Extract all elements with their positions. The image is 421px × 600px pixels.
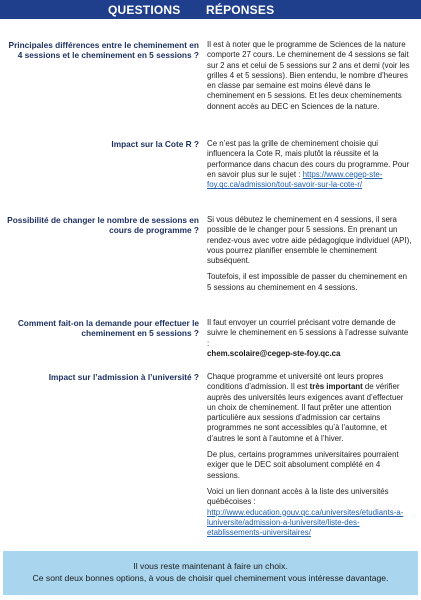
answer-intro: Il faut envoyer un courriel précisant votre demande de suivre le cheminement en 5 sessions à l’adresse suivante : [207,318,409,348]
answer-paragraph: De plus, certains programmes universitaires pourraient exiger que le DEC soit absolument complété en 4 sessions. [207,450,399,480]
answer-text: Il est à noter que le programme de Sciences de la nature comporte 27 cours. Le cheminement de 4 sessions se fait sur 2 ans et celui de 5 sessions sur 2 ans et demi (voir les grilles 4 et 5 sessions). Bien entendu, le nombre d’heures en classe par semaine est moins élevé dans le cheminement en 5 sessions. Et les deux cheminements donnent accès au DEC en Sciences de la nature. [207,40,410,111]
conclusion-line: Il vous reste maintenant à faire un choix. [133,561,288,571]
emphasis-text: très important [309,382,363,392]
answer-fragment: Chaque programme et université ont leurs propres conditions d’admission. Il est [207,372,384,392]
reponses-heading: RÉPONSES [206,3,275,17]
answer-text [207,215,412,293]
question-text: Comment fait-on la demande pour effectuer le cheminement en 5 sessions ? [17,318,199,339]
question-text: Impact sur l’admission à l’université ? [48,372,199,382]
answer-text [207,139,412,190]
question-text: Possibilité de changer le nombre de sessions en cours de programme ? [7,215,199,236]
table-header [0,0,421,19]
cote-r-link[interactable]: https://www.cegep-ste-foy.qc.ca/admission/tout-savoir-sur-la-cote-r/ [207,169,383,190]
questions-heading: QUESTIONS [108,3,181,17]
question-text: Impact sur la Cote R ? [111,139,199,149]
question-text: Principales différences entre le cheminement en 4 sessions et le cheminement en 5 sessions ? [8,40,199,61]
answer-intro: Voici un lien donnant accès à la liste des universités québécoises : [207,486,389,507]
answer-text [207,372,412,538]
answer-paragraph [207,372,412,444]
email-address[interactable]: chem.scolaire@cegep-ste-foy.qc.ca [207,348,341,358]
answer-paragraph [207,487,412,538]
answer-fragment: de vérifier auprès des universités leurs exigences avant d’effectuer un choix de cheminement. Il faut prêter une attention particulière aux sessions d’admission car certains programmes ne sont accessibles qu’à l’automne, et d’autres le sont à l’automne et à l’hiver. [207,382,404,443]
answer-paragraph: Si vous débutez le cheminement en 4 sessions, il sera possible de le changer pour 5 sessions. En prenant un rendez-vous avec votre aide pédagogique individuel (API), vous pourrez planifier ensemble le cheminement subséquent. [207,215,412,266]
universities-link[interactable]: http://www.education.gouv.qc.ca/universites/etudiants-a-luniversite/admission-a-luniversite/liste-des-etablissements-universitaires/ [207,507,404,538]
answer-intro: Ce n’est pas la grille de cheminement choisie qui influencera la Cote R, mais plutôt la réussite et la performance dans chacun des cours du programme. Pour en savoir plus sur le sujet : [207,139,410,179]
answer-paragraph: Toutefois, il est impossible de passer du cheminement en 5 sessions au cheminement en 4 sessions. [207,272,408,292]
conclusion-box [3,551,418,595]
conclusion-line: Ce sont deux bonnes options, à vous de choisir quel cheminement vous intéresse davantage. [32,573,389,583]
answer-text [207,318,412,359]
